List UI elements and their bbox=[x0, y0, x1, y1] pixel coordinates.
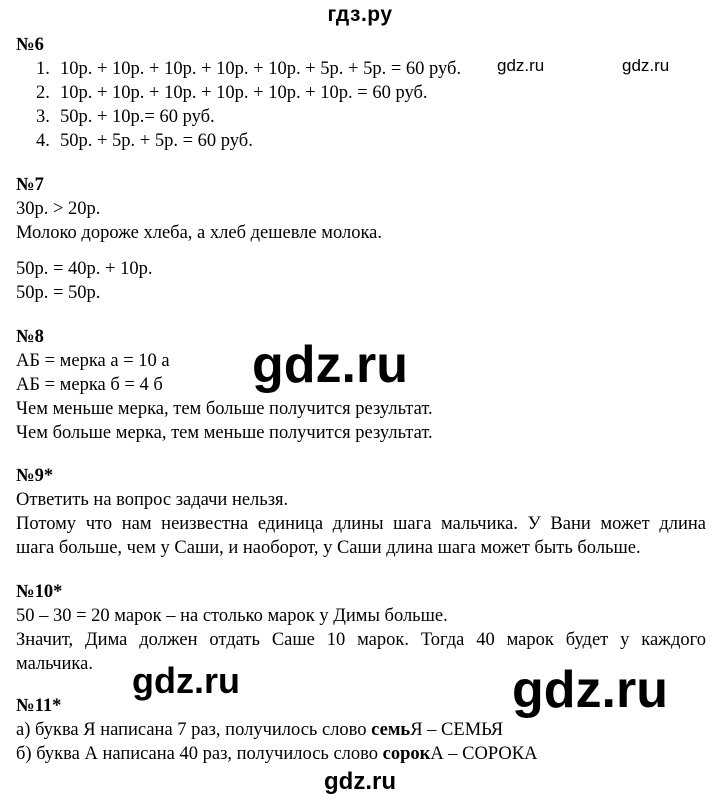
item-number: 1. bbox=[36, 59, 50, 79]
watermark-medium: gdz.ru bbox=[132, 660, 240, 701]
task-6-item-1 bbox=[36, 57, 461, 81]
task-7-line-4: 50р. = 50р. bbox=[16, 283, 101, 303]
site-header: гдз.ру bbox=[327, 3, 393, 26]
watermark-small-2: gdz.ru bbox=[622, 56, 670, 75]
task-11-title: №11* bbox=[16, 696, 62, 716]
task-11-line-a bbox=[16, 718, 503, 742]
task-11-line-b bbox=[16, 742, 537, 766]
item-text: 10р. + 10р. + 10р. + 10р. + 10р. + 10р. = 60 руб. bbox=[60, 83, 428, 103]
task-8-line-4: Чем больше мерка, тем меньше получится результат. bbox=[16, 423, 433, 443]
task-10-line-2: Значит, Дима должен отдать Саше 10 марок. Тогда 40 марок будет у каждого bbox=[16, 630, 706, 650]
item-number: 2. bbox=[36, 83, 50, 103]
item-text: 50р. + 10р.= 60 руб. bbox=[60, 107, 215, 127]
item-number: 3. bbox=[36, 107, 50, 127]
task-8-title: №8 bbox=[16, 327, 44, 347]
item-text: 10р. + 10р. + 10р. + 10р. + 10р. + 5р. + 5р. = 60 руб. bbox=[60, 59, 462, 79]
watermark-footer: gdz.ru bbox=[324, 768, 396, 795]
task-7-line-2: Молоко дороже хлеба, а хлеб дешевле молока. bbox=[16, 223, 382, 243]
task-8-line-2: АБ = мерка б = 4 б bbox=[16, 375, 163, 395]
watermark-large: gdz.ru bbox=[252, 336, 408, 394]
task-7-title: №7 bbox=[16, 175, 44, 195]
line-text: Я – СЕМЬЯ bbox=[410, 720, 504, 740]
task-9-line-3: шага больше, чем у Саши, и наоборот, у Саши длина шага может быть больше. bbox=[16, 538, 641, 558]
task-10-title: №10* bbox=[16, 582, 63, 602]
task-8-line-3: Чем меньше мерка, тем больше получится результат. bbox=[16, 399, 433, 419]
task-6-item-3 bbox=[36, 105, 215, 129]
watermark-small-1: gdz.ru bbox=[497, 56, 545, 75]
task-10-line-1: 50 – 30 = 20 марок – на столько марок у Димы больше. bbox=[16, 606, 448, 626]
watermark-large-2: gdz.ru bbox=[512, 661, 668, 719]
task-7-line-1: 30р. > 20р. bbox=[16, 199, 101, 219]
bold-word: семь bbox=[371, 720, 411, 740]
line-text: А – СОРОКА bbox=[430, 744, 538, 764]
item-number: 4. bbox=[36, 131, 50, 151]
task-6-item-4 bbox=[36, 129, 253, 153]
line-text: б) буква А написана 40 раз, получилось слово bbox=[16, 744, 383, 764]
task-6-title: №6 bbox=[16, 35, 44, 55]
task-6-item-2 bbox=[36, 81, 428, 105]
bold-word: сорок bbox=[382, 744, 431, 764]
item-text: 50р. + 5р. + 5р. = 60 руб. bbox=[60, 131, 253, 151]
task-9-line-2: Потому что нам неизвестна единица длины шага мальчика. У Вани может длина bbox=[16, 514, 706, 534]
task-10-line-3: мальчика. bbox=[16, 654, 93, 674]
line-text: а) буква Я написана 7 раз, получилось слово bbox=[16, 720, 372, 740]
task-9-title: №9* bbox=[16, 466, 54, 486]
task-9-line-1: Ответить на вопрос задачи нельзя. bbox=[16, 490, 289, 510]
task-8-line-1: АБ = мерка а = 10 а bbox=[16, 351, 170, 371]
task-7-line-3: 50р. = 40р. + 10р. bbox=[16, 259, 153, 279]
